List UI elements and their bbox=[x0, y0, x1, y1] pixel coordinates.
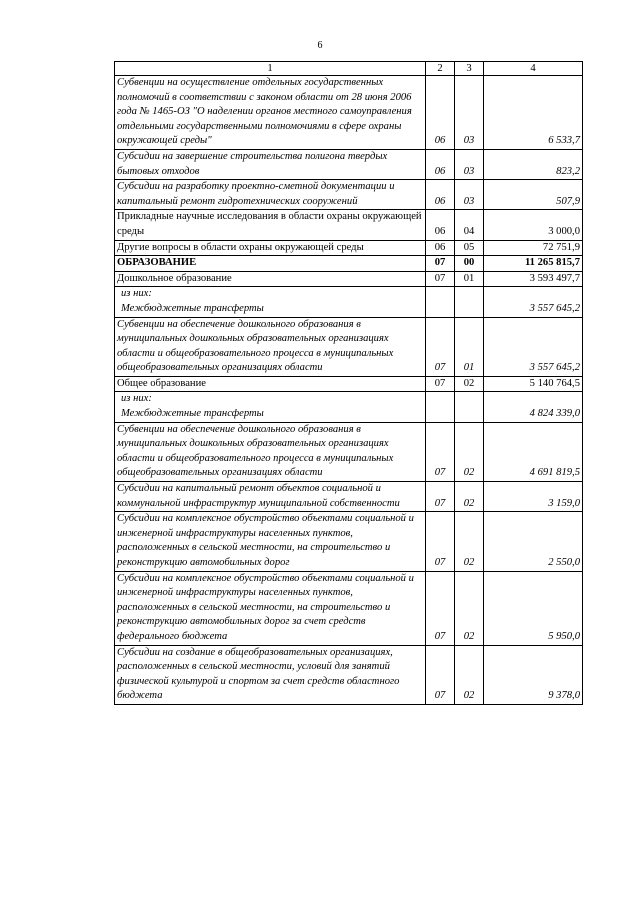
row-subsection bbox=[455, 392, 484, 422]
table-row bbox=[115, 149, 583, 179]
row-description: Субсидии на создание в общеобразовательных организациях, расположенных в сельской местности, условий для занятий физической культурой и спортом за счет средств областного бюджета bbox=[115, 645, 426, 704]
row-amount: 3 000,0 bbox=[484, 210, 583, 240]
row-subsection bbox=[455, 287, 484, 317]
row-description: Субсидии на комплексное обустройство объектами социальной и инженерной инфраструктуры населенных пунктов, расположенных в сельской местности, на строительство и реконструкцию автомобильных дорог за счет средств федерального бюджета bbox=[115, 571, 426, 645]
row-section: 07 bbox=[426, 376, 455, 392]
table-row bbox=[115, 210, 583, 240]
row-amount: 507,9 bbox=[484, 180, 583, 210]
row-description bbox=[115, 392, 426, 422]
row-description: Субвенции на осуществление отдельных государственных полномочий в соответствии с законом области от 28 июня 2006 года № 1465-ОЗ "О наделении органов местного самоуправления отдельными государственными полномочиями в сфере охраны окружающей среды" bbox=[115, 76, 426, 150]
row-section: 06 bbox=[426, 149, 455, 179]
table-row bbox=[115, 482, 583, 512]
row-section: 06 bbox=[426, 76, 455, 150]
table-row bbox=[115, 240, 583, 256]
row-description: Субсидии на капитальный ремонт объектов социальной и коммунальной инфраструктур муниципальной собственности bbox=[115, 482, 426, 512]
row-amount: 3 557 645,2 bbox=[484, 317, 583, 376]
row-subsection: 02 bbox=[455, 512, 484, 571]
row-amount: 5 140 764,5 bbox=[484, 376, 583, 392]
row-amount: 11 265 815,7 bbox=[484, 256, 583, 272]
table-row-section-total bbox=[115, 256, 583, 272]
row-subitem: Межбюджетные трансферты bbox=[121, 408, 264, 420]
row-description: ОБРАЗОВАНИЕ bbox=[115, 256, 426, 272]
row-description: Субсидии на комплексное обустройство объектами социальной и инженерной инфраструктуры населенных пунктов, расположенных в сельской местности, на строительство и реконструкцию автомобильных дорог bbox=[115, 512, 426, 571]
row-subsection: 01 bbox=[455, 317, 484, 376]
header-cell-4: 4 bbox=[484, 62, 583, 76]
row-subsection: 02 bbox=[455, 645, 484, 704]
row-description: Субвенции на обеспечение дошкольного образования в муниципальных дошкольных образовательных организациях области и общеобразовательного процесса в муниципальных общеобразовательных организациях области bbox=[115, 422, 426, 481]
row-description: Субвенции на обеспечение дошкольного образования в муниципальных дошкольных образовательных организациях области и общеобразовательного процесса в муниципальных общеобразовательных организациях области bbox=[115, 317, 426, 376]
table-row bbox=[115, 422, 583, 481]
row-subsection: 03 bbox=[455, 149, 484, 179]
row-section bbox=[426, 287, 455, 317]
row-amount: 4 824 339,0 bbox=[484, 392, 583, 422]
row-description: Субсидии на разработку проектно-сметной документации и капитальный ремонт гидротехнических сооружений bbox=[115, 180, 426, 210]
row-subsection: 00 bbox=[455, 256, 484, 272]
row-amount: 5 950,0 bbox=[484, 571, 583, 645]
row-section bbox=[426, 392, 455, 422]
row-amount: 2 550,0 bbox=[484, 512, 583, 571]
row-amount: 6 533,7 bbox=[484, 76, 583, 150]
row-amount: 3 593 497,7 bbox=[484, 271, 583, 287]
table-row bbox=[115, 271, 583, 287]
row-subitem: Межбюджетные трансферты bbox=[121, 302, 264, 314]
row-section: 06 bbox=[426, 210, 455, 240]
row-amount: 3 557 645,2 bbox=[484, 287, 583, 317]
table-row bbox=[115, 180, 583, 210]
table-row bbox=[115, 512, 583, 571]
table-row bbox=[115, 376, 583, 392]
budget-table bbox=[114, 61, 583, 705]
row-section: 07 bbox=[426, 256, 455, 272]
row-amount: 823,2 bbox=[484, 149, 583, 179]
row-description: Дошкольное образование bbox=[115, 271, 426, 287]
row-section: 06 bbox=[426, 180, 455, 210]
row-description: Другие вопросы в области охраны окружающей среды bbox=[115, 240, 426, 256]
row-section: 07 bbox=[426, 571, 455, 645]
table-row bbox=[115, 645, 583, 704]
page-number: 6 bbox=[317, 40, 323, 51]
row-amount: 72 751,9 bbox=[484, 240, 583, 256]
row-subsection: 02 bbox=[455, 422, 484, 481]
header-cell-2: 2 bbox=[426, 62, 455, 76]
row-section: 07 bbox=[426, 317, 455, 376]
row-description: Субсидии на завершение строительства полигона твердых бытовых отходов bbox=[115, 149, 426, 179]
row-amount: 4 691 819,5 bbox=[484, 422, 583, 481]
table-row bbox=[115, 571, 583, 645]
row-subsection: 02 bbox=[455, 376, 484, 392]
row-subsection: 05 bbox=[455, 240, 484, 256]
row-subsection: 03 bbox=[455, 76, 484, 150]
row-section: 07 bbox=[426, 512, 455, 571]
table-row bbox=[115, 287, 583, 317]
row-description: Общее образование bbox=[115, 376, 426, 392]
row-section: 06 bbox=[426, 240, 455, 256]
header-cell-1: 1 bbox=[115, 62, 426, 76]
row-section: 07 bbox=[426, 482, 455, 512]
header-cell-3: 3 bbox=[455, 62, 484, 76]
row-subheading: из них: bbox=[121, 393, 152, 405]
row-description: Прикладные научные исследования в области охраны окружающей среды bbox=[115, 210, 426, 240]
table-row bbox=[115, 392, 583, 422]
row-amount: 9 378,0 bbox=[484, 645, 583, 704]
row-subheading: из них: bbox=[121, 288, 152, 300]
table-row bbox=[115, 76, 583, 150]
row-subsection: 02 bbox=[455, 571, 484, 645]
row-description bbox=[115, 287, 426, 317]
table-row bbox=[115, 317, 583, 376]
row-amount: 3 159,0 bbox=[484, 482, 583, 512]
header-row bbox=[115, 62, 583, 76]
row-section: 07 bbox=[426, 271, 455, 287]
row-section: 07 bbox=[426, 645, 455, 704]
row-subsection: 01 bbox=[455, 271, 484, 287]
row-subsection: 03 bbox=[455, 180, 484, 210]
row-subsection: 04 bbox=[455, 210, 484, 240]
row-subsection: 02 bbox=[455, 482, 484, 512]
row-section: 07 bbox=[426, 422, 455, 481]
